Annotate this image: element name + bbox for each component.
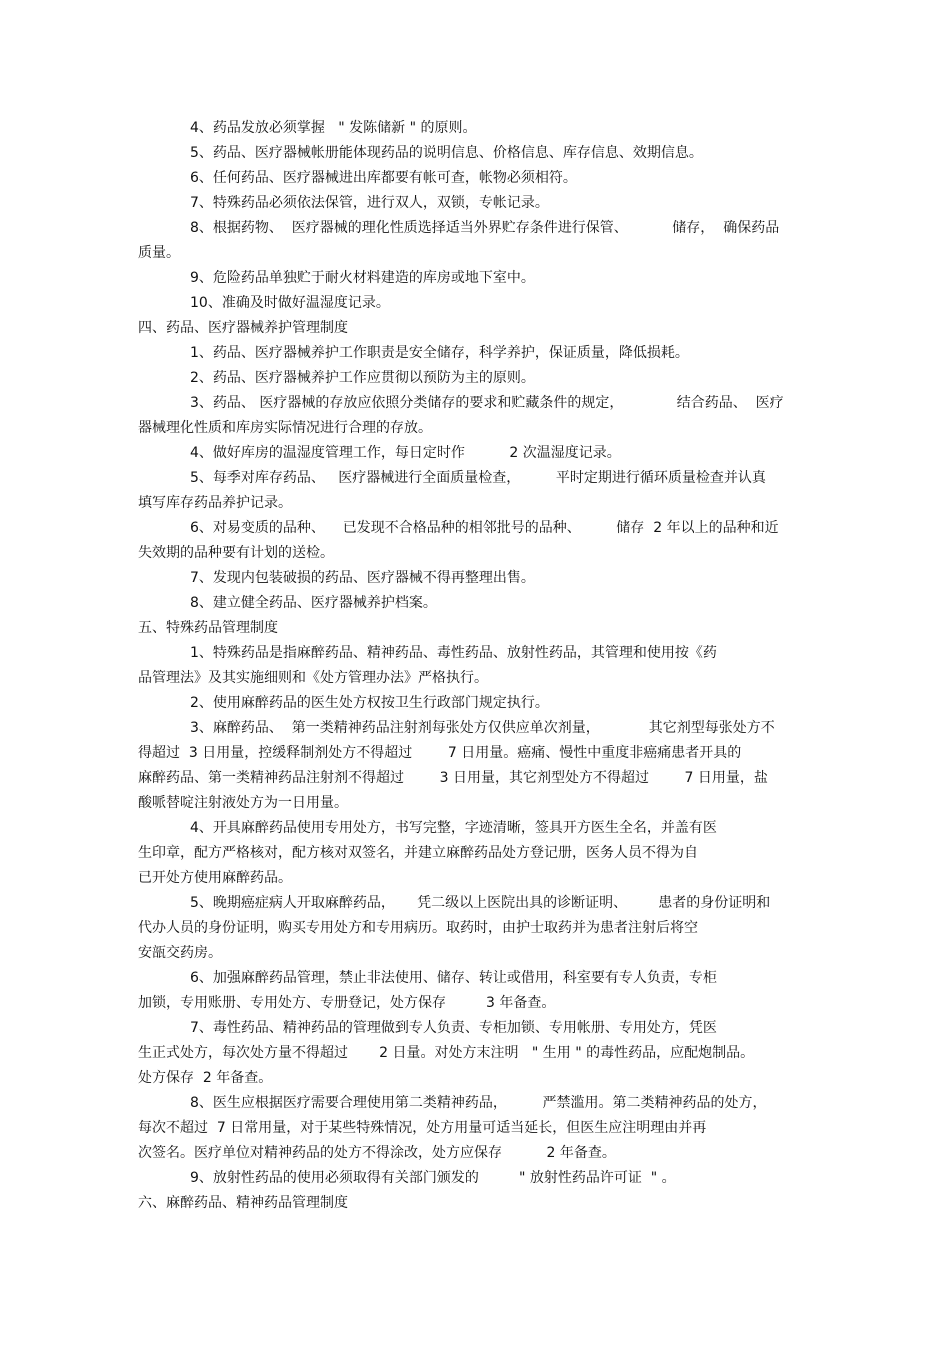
- text-line: 9、放射性药品的使用必须取得有关部门颁发的 " 放射性药品许可证 " 。: [190, 1170, 676, 1186]
- section-heading: 五、特殊药品管理制度: [138, 620, 278, 636]
- text-line: 得超过 3 日用量，控缓释制剂处方不得超过 7 日用量。癌痛、慢性中重度非癌痛患者开具的: [138, 745, 742, 761]
- text-line: 8、医生应根据医疗需要合理使用第二类精神药品， 严禁滥用。第二类精神药品的处方，: [190, 1095, 767, 1111]
- text-line: 3、药品、 医疗器械的存放应依照分类储存的要求和贮藏条件的规定， 结合药品、 医疗: [190, 395, 784, 411]
- text-line: 质量。: [138, 245, 180, 261]
- text-line: 10、准确及时做好温湿度记录。: [190, 295, 390, 311]
- text-line: 1、特殊药品是指麻醉药品、精神药品、毒性药品、放射性药品，其管理和使用按《药: [190, 645, 717, 661]
- text-line: 6、对易变质的品种、 已发现不合格品种的相邻批号的品种、 储存 2 年以上的品种和近: [190, 520, 779, 536]
- text-line: 安瓿交药房。: [138, 945, 222, 961]
- text-line: 器械理化性质和库房实际情况进行合理的存放。: [138, 420, 432, 436]
- text-line: 5、药品、医疗器械帐册能体现药品的说明信息、价格信息、库存信息、效期信息。: [190, 145, 703, 161]
- text-line: 生正式处方，每次处方量不得超过 2 日量。对处方末注明 " 生用 " 的毒性药品，应配炮制品。: [138, 1045, 755, 1061]
- text-line: 加锁，专用账册、专用处方、专册登记，处方保存 3 年备查。: [138, 995, 556, 1011]
- text-line: 2、使用麻醉药品的医生处方权按卫生行政部门规定执行。: [190, 695, 549, 711]
- text-line: 4、做好库房的温湿度管理工作，每日定时作 2 次温湿度记录。: [190, 445, 621, 461]
- text-line: 品管理法》及其实施细则和《处方管理办法》严格执行。: [138, 670, 488, 686]
- text-line: 1、药品、医疗器械养护工作职责是安全储存，科学养护，保证质量，降低损耗。: [190, 345, 689, 361]
- text-line: 4、药品发放必须掌握 " 发陈储新 " 的原则。: [190, 120, 477, 136]
- text-line: 已开处方使用麻醉药品。: [138, 870, 292, 886]
- text-line: 代办人员的身份证明，购买专用处方和专用病历。取药时，由护士取药并为患者注射后将空: [138, 920, 698, 936]
- section-heading: 四、药品、医疗器械养护管理制度: [138, 320, 348, 336]
- text-line: 7、特殊药品必须依法保管，进行双人，双锁，专帐记录。: [190, 195, 549, 211]
- text-line: 麻醉药品、第一类精神药品注射剂不得超过 3 日用量，其它剂型处方不得超过 7 日用量，盐: [138, 770, 768, 786]
- text-line: 次签名。医疗单位对精神药品的处方不得涂改，处方应保存 2 年备查。: [138, 1145, 616, 1161]
- text-line: 失效期的品种要有计划的送检。: [138, 545, 334, 561]
- text-line: 生印章，配方严格核对，配方核对双签名，并建立麻醉药品处方登记册，医务人员不得为自: [138, 845, 698, 861]
- text-line: 处方保存 2 年备查。: [138, 1070, 273, 1086]
- text-line: 酸哌替啶注射液处方为一日用量。: [138, 795, 348, 811]
- text-line: 4、开具麻醉药品使用专用处方，书写完整，字迹清晰，签具开方医生全名，并盖有医: [190, 820, 717, 836]
- text-line: 7、发现内包装破损的药品、医疗器械不得再整理出售。: [190, 570, 535, 586]
- text-line: 8、根据药物、 医疗器械的理化性质选择适当外界贮存条件进行保管、 储存， 确保药品: [190, 220, 780, 236]
- text-line: 5、每季对库存药品、 医疗器械进行全面质量检查， 平时定期进行循环质量检查并认真: [190, 470, 766, 486]
- text-line: 每次不超过 7 日常用量，对于某些特殊情况，处方用量可适当延长，但医生应注明理由并再: [138, 1120, 707, 1136]
- text-line: 3、麻醉药品、 第一类精神药品注射剂每张处方仅供应单次剂量， 其它剂型每张处方不: [190, 720, 775, 736]
- section-heading: 六、麻醉药品、精神药品管理制度: [138, 1195, 348, 1211]
- text-line: 2、药品、医疗器械养护工作应贯彻以预防为主的原则。: [190, 370, 535, 386]
- text-line: 7、毒性药品、精神药品的管理做到专人负责、专柜加锁、专用帐册、专用处方，凭医: [190, 1020, 717, 1036]
- text-line: 9、危险药品单独贮于耐火材料建造的库房或地下室中。: [190, 270, 535, 286]
- text-line: 6、任何药品、医疗器械进出库都要有帐可查，帐物必须相符。: [190, 170, 577, 186]
- text-line: 6、加强麻醉药品管理，禁止非法使用、储存、转让或借用，科室要有专人负责，专柜: [190, 970, 717, 986]
- text-line: 5、晚期癌症病人开取麻醉药品， 凭二级以上医院出具的诊断证明、 患者的身份证明和: [190, 895, 771, 911]
- text-line: 8、建立健全药品、医疗器械养护档案。: [190, 595, 437, 611]
- text-line: 填写库存药品养护记录。: [138, 495, 292, 511]
